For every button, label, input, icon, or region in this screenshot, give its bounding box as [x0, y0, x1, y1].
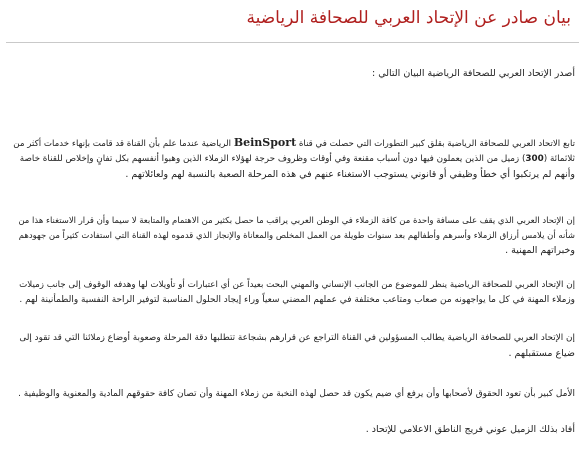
paragraph-6: أفاد بذلك الزميل عوني فريج الناطق الاعلامي للإتحاد .	[365, 424, 575, 435]
paragraph-1	[7, 135, 575, 182]
paragraph-3	[7, 278, 575, 308]
paragraph-3-line-1: إن الإتحاد العربي للصحافة الرياضية ينظر للموضوع من الجانب الإنساني والمهني البحت بعيداً عن أي اعتبارات أو تأويلات لها وهدفه الوقوف إلى جانب زميلات	[19, 280, 575, 290]
employee-count: 300	[525, 154, 544, 164]
paragraph-4	[7, 331, 575, 361]
paragraph-1-line-3: وأنهم لم يرتكبوا أي خطأ وظيفي أو قانوني يستوجب الاستغناء عنهم في هذه المرحلة الصعبة بالنسبة لهم ولعائلاتهم .	[125, 169, 575, 180]
paragraph-4-line-1: إن الإتحاد العربي للصحافة الرياضية يطالب المسؤولين في القناة التراجع عن قرارهم بشجاعة تتطلبها دقة المرحلة وصعوبة أوضاع زملائنا التي قد تقود إلى	[19, 333, 575, 343]
paragraph-4-line-2: ضياع مستقبلهم .	[508, 348, 575, 359]
paragraph-1-line-1-end: الرياضية عندما علم بأن القناة قد قامت بإنهاء خدمات أكثر من	[13, 139, 232, 149]
page-title: بيان صادر عن الإتحاد العربي للصحافة الرياضية	[246, 8, 571, 28]
paragraph-1-line-1-start: تابع الاتحاد العربي للصحافة الرياضية بقلق كبير التطورات التي حصلت في قناة	[298, 139, 575, 149]
brand-name: BeinSport	[233, 136, 297, 149]
title-divider	[6, 42, 579, 43]
paragraph-2-line-1: إن الإتحاد العربي الذي يقف على مسافة واحدة من كافة الزملاء في الوطن العربي يراقب ما حصل بكثير من الاهتمام والمتابعة لا سيما وأن قرار الاستغناء هذا من	[18, 215, 575, 225]
intro-text: أصدر الإتحاد العربي للصحافة الرياضية البيان التالي :	[371, 68, 575, 79]
paragraph-1-line-2-end: ) زميل من الذين يعملون فيها دون أسباب مقنعة وفي أوقات وظروف حرجة لهؤلاء الزملاء الذين وهبوا أنفسهم بكل تفانٍ وإخلاص للقناة خاصة	[19, 154, 526, 164]
paragraph-1-line-2-start: ثلاثمائة (	[543, 154, 575, 164]
paragraph-3-line-2: وزملاء المهنة في كل ما يواجهونه من صعاب ومتاعب مختلفة في عملهم المضني سعياً وراء إيجاد الحلول المناسبة لتوفير الراحة النفسية والطمأنينة لهم .	[19, 295, 575, 305]
paragraph-1-line-2	[7, 152, 575, 167]
paragraph-1-line-1	[7, 135, 575, 152]
paragraph-2-line-2: شأنه أن يلامس أرزاق الزملاء وأسرهم وأطفالهم بعد سنوات طويلة من العمل المخلص والمعاناة والإنجاز الذي قدموه لهذه القناة التي استفادت كثيراً من جهودهم	[18, 230, 575, 240]
paragraph-5: الأمل كبير بأن تعود الحقوق لأصحابها وأن يرفع أي ضيم يكون قد حصل لهذه النخبة من زملاء المهنة وأن تصان كافة حقوقهم المادية والمعنوية والوظيفية .	[18, 389, 575, 399]
paragraph-2	[7, 213, 575, 258]
paragraph-2-line-3: وخبراتهم المهنية .	[505, 245, 575, 256]
